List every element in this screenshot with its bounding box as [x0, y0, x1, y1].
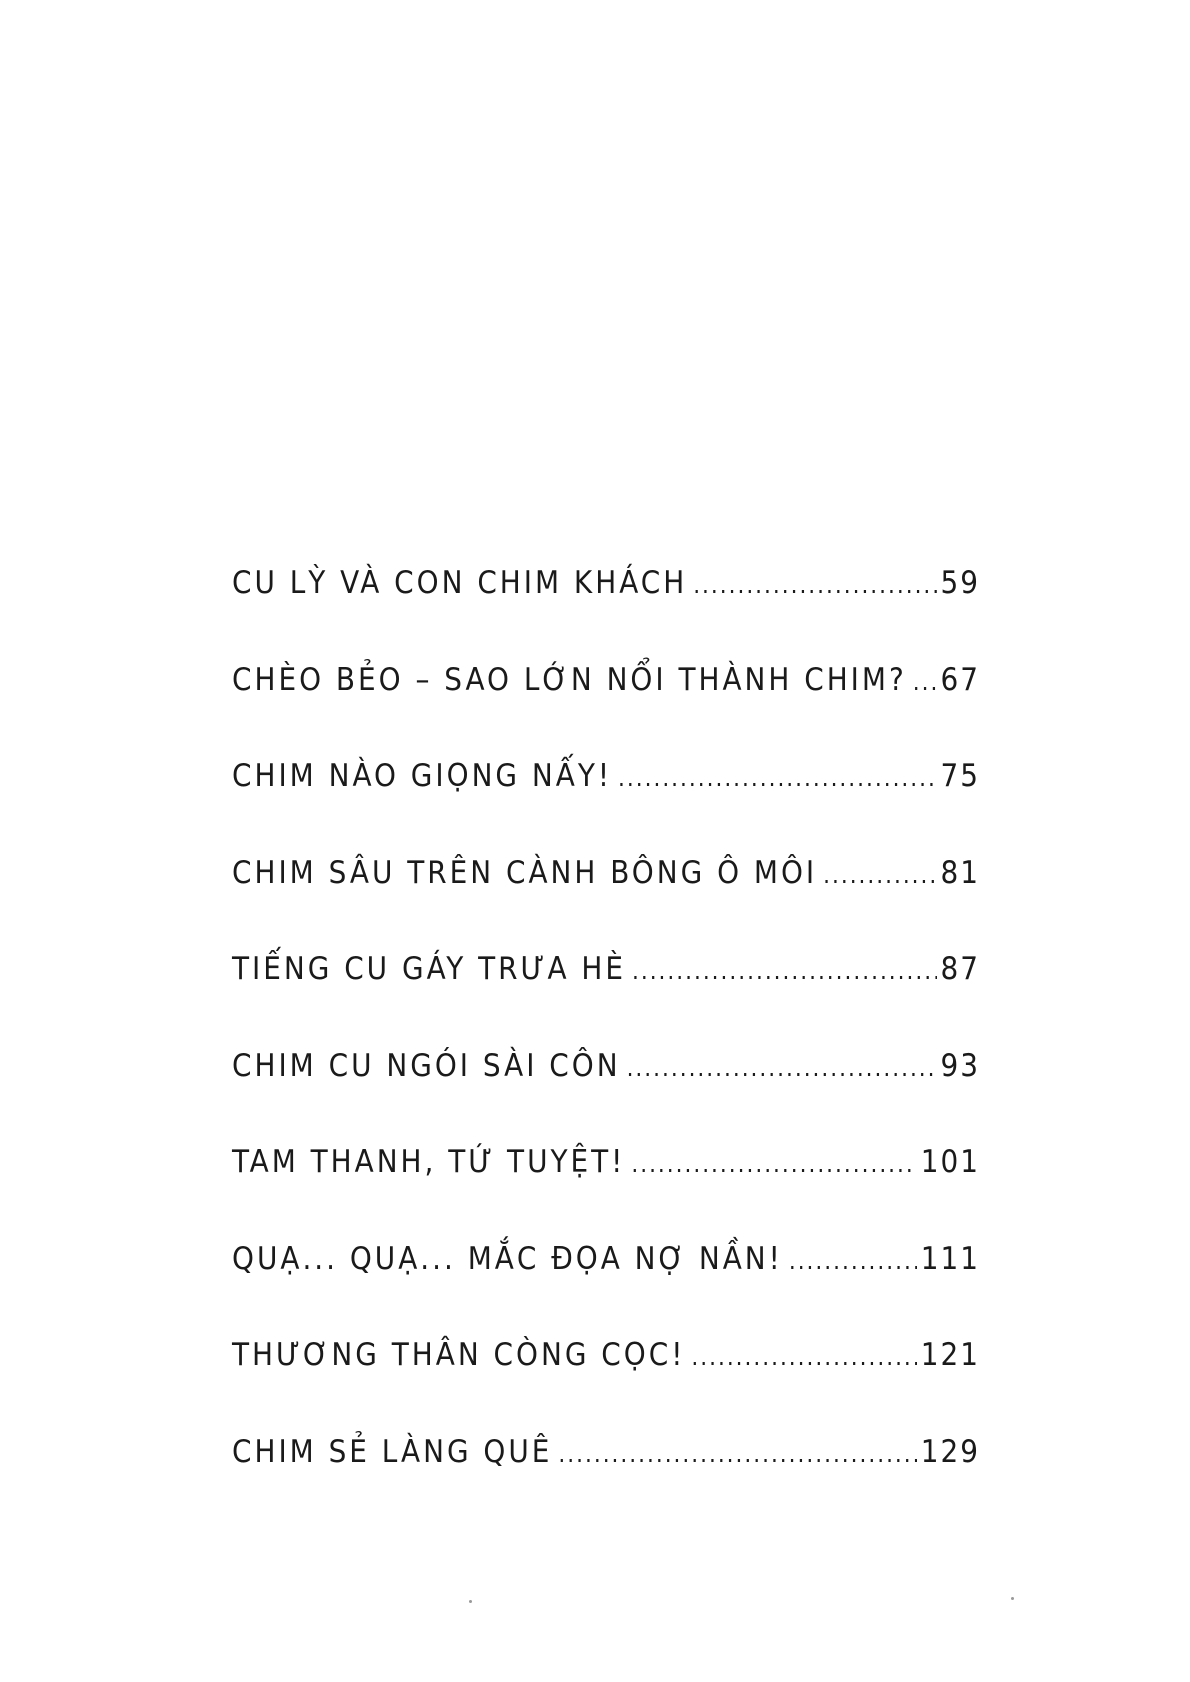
toc-dot-leader: [631, 1150, 916, 1178]
toc-dot-leader: [627, 1054, 937, 1082]
toc-entry: [232, 565, 980, 662]
toc-dot-leader: [558, 1440, 916, 1468]
toc-dot-leader: [789, 1247, 917, 1275]
toc-dot-leader: [691, 1343, 916, 1371]
toc-entry-page: 81: [940, 854, 980, 891]
toc-entry-page: 67: [940, 661, 980, 698]
toc-entry-page: 121: [920, 1337, 980, 1373]
toc-entry-title: TAM THANH, TỨ TUYỆT!: [232, 1144, 626, 1180]
toc-entry-page: 59: [940, 565, 980, 601]
toc-entry-page: 111: [920, 1240, 980, 1277]
toc-entry: [232, 1434, 980, 1531]
toc-entry: [232, 1048, 980, 1145]
toc-entry-page: 75: [940, 758, 980, 794]
toc-entry: [232, 662, 980, 759]
toc-entry-title: QUẠ... QUẠ... MẮC ĐỌA NỢ NẦN!: [232, 1240, 783, 1277]
toc-entry-title: CHIM SÂU TRÊN CÀNH BÔNG Ô MÔI: [232, 854, 818, 891]
toc-entry-page: 101: [920, 1144, 980, 1180]
toc-entry-title: CHIM NÀO GIỌNG NẤY!: [232, 758, 613, 794]
toc-entry: [232, 758, 980, 855]
toc-entry-page: 93: [940, 1047, 980, 1084]
toc-entry-title: THƯƠNG THÂN CÒNG CỌC!: [232, 1337, 686, 1373]
scan-speck: [469, 1600, 472, 1603]
toc-entry-page: 129: [920, 1433, 980, 1470]
toc-entry: [232, 951, 980, 1048]
toc-entry-title: CU LỲ VÀ CON CHIM KHÁCH: [232, 565, 688, 601]
toc-entry: [232, 855, 980, 952]
toc-dot-leader: [913, 668, 937, 696]
toc-entry-title: TIẾNG CU GÁY TRƯA HÈ: [232, 951, 626, 987]
toc-entry-title: CHIM CU NGÓI SÀI CÔN: [232, 1047, 621, 1084]
table-of-contents: [232, 565, 980, 1530]
toc-entry: [232, 1241, 980, 1338]
scan-speck: [1011, 1597, 1014, 1600]
toc-entry-title: CHÈO BẺO – SAO LỚN NỔI THÀNH CHIM?: [232, 661, 907, 698]
toc-dot-leader: [823, 861, 936, 889]
toc-entry-title: CHIM SẺ LÀNG QUÊ: [232, 1433, 553, 1470]
toc-entry-page: 87: [940, 951, 980, 987]
toc-dot-leader: [693, 571, 936, 599]
toc-dot-leader: [618, 764, 936, 792]
toc-entry: [232, 1144, 980, 1241]
toc-entry: [232, 1337, 980, 1434]
toc-dot-leader: [632, 957, 937, 985]
